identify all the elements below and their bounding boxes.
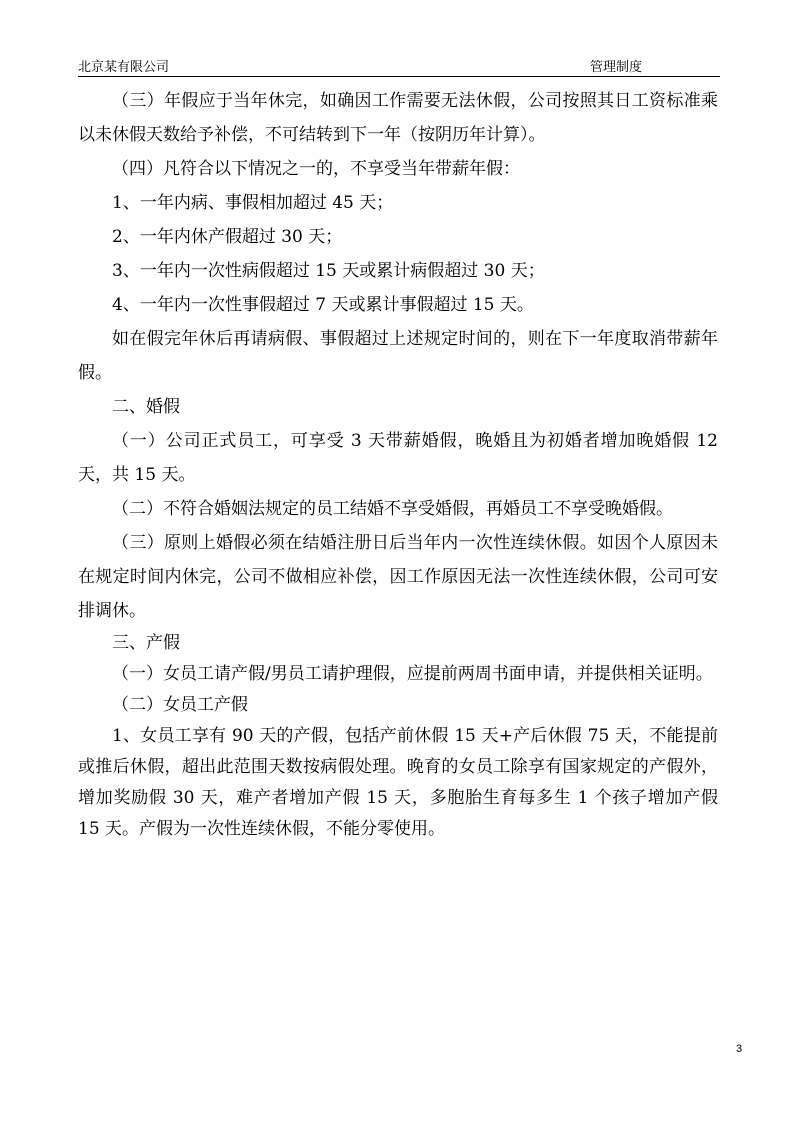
header-divider [78,76,720,77]
page-header [78,56,720,76]
paragraph-marriage-leave-2: （二）不符合婚姻法规定的员工结婚不享受婚假，再婚员工不享受晚婚假。 [112,499,673,519]
section-heading-marriage-leave: 二、婚假 [112,397,180,417]
list-item-exclusion-1: 1、一年内病、事假相加超过 45 天； [112,193,394,213]
list-item-exclusion-4: 4、一年内一次性事假超过 7 天或累计事假超过 15 天。 [112,295,534,315]
paragraph-maternity-leave-2: （二）女员工产假 [112,695,248,715]
paragraph-marriage-leave-1: （一）公司正式员工，可享受 3 天带薪婚假，晚婚且为初婚者增加晚婚假 12 天，共 15 天。 [78,431,718,485]
paragraph-marriage-leave-3: （三）原则上婚假必须在结婚注册日后当年内一次性连续休假。如因个人原因未在规定时间内休完，公司不做相应补偿，因工作原因无法一次性连续休假，公司可安排调休。 [78,533,718,621]
header-company-name: 北京某有限公司 [78,60,170,75]
document-body [78,84,718,845]
paragraph-maternity-leave-details: 1、女员工享有 90 天的产假，包括产前休假 15 天+产后休假 75 天，不能提前或推后休假，超出此范围天数按病假处理。晚育的女员工除享有国家规定的产假外，增加奖励假 30 天，难产者增加产假 15 天，多胞胎生育每多生 1 个孩子增加产假 15 天。产假为一次性连续休假，不能分零使用。 [78,726,718,839]
page-number: 3 [736,1043,743,1055]
section-heading-maternity-leave: 三、产假 [112,633,180,653]
header-doc-type: 管理制度 [590,60,643,75]
list-item-exclusion-2: 2、一年内休产假超过 30 天； [112,227,343,247]
list-item-exclusion-3: 3、一年内一次性病假超过 15 天或累计病假超过 30 天； [112,261,545,281]
paragraph-annual-leave-exclusions: （四）凡符合以下情况之一的，不享受当年带薪年假： [112,159,520,179]
paragraph-maternity-leave-1: （一）女员工请产假/男员工请护理假，应提前两周书面申请，并提供相关证明。 [112,664,713,684]
paragraph-annual-leave-cancel: 如在假完年休后再请病假、事假超过上述规定时间的，则在下一年度取消带薪年假。 [78,329,718,383]
paragraph-annual-leave-compensation: （三）年假应于当年休完，如确因工作需要无法休假，公司按照其日工资标准乘以未休假天数给予补偿，不可结转到下一年（按阴历年计算）。 [78,91,718,145]
